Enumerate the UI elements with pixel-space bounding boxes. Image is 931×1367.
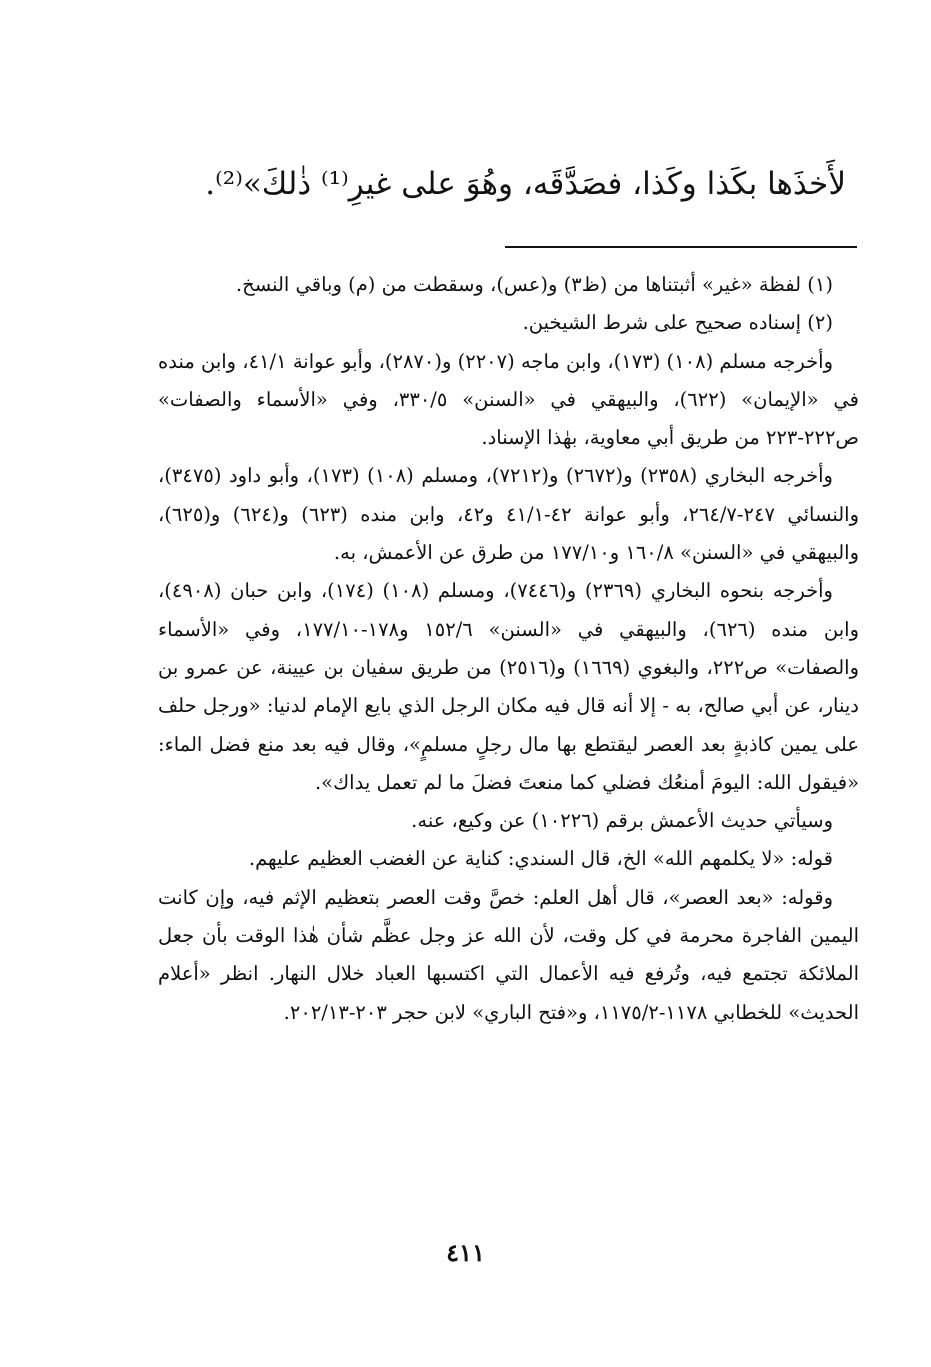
footnote-paragraph: وأخرجه مسلم (١٠٨) (١٧٣)، وابن ماجه (٢٢٠٧) و(٢٨٧٠)، وأبو عوانة ٤١/١، وابن منده في «الإيمان» (٦٢٢)، والبيهقي في «السنن» ٣٣٠/٥، وفي «الأسماء والصفات» ص٢٢٢-٢٢٣ من طريق أبي معاوية، بهٰذا الإسناد.	[158, 349, 860, 450]
footnotes	[158, 266, 859, 1032]
page-number: ٤١١	[446, 1238, 485, 1267]
footnote-2: (٢) إسناده صحيح على شرط الشيخين.	[522, 311, 833, 335]
footnote-1: (١) لفظة «غير» أثبتناها من (ظ٣) و(عس)، وسقطت من (م) وباقي النسخ.	[235, 273, 833, 296]
footnote-separator	[505, 246, 857, 248]
footnote-paragraph: وقوله: «بعد العصر»، قال أهل العلم: خصَّ وقت العصر بتعظيم الإثم فيه، وإن كانت اليمين الفاجرة محرمة في كل وقت، لأن الله عز وجل عظَّم شأن هٰذا الوقت بأن جعل الملائكة تجتمع فيه، وتُرفع فيه الأعمال التي اكتسبها العباد خلال النهار. انظر «أعلام الحديث» للخطابي ١١٧٨-١١٧٥/٢، و«فتح الباري» لابن حجر ٢٠٣-٢٠٢/١٣.	[158, 885, 859, 1024]
footnote-paragraph: قوله: «لا يكلمهم الله» الخ، قال السندي: كناية عن الغضب العظيم عليهم.	[248, 847, 833, 871]
footnote-paragraph: وسيأتي حديث الأعمش برقم (١٠٢٢٦) عن وكيع، عنه.	[411, 809, 833, 833]
footnote-paragraph: وأخرجه بنحوه البخاري (٢٣٦٩) و(٧٤٤٦)، ومسلم (١٠٨) (١٧٤)، وابن حبان (٤٩٠٨)، وابن منده (٦٢٦)، والبيهقي في «السنن» ١٥٢/٦ و١٧٨-١٧٧/١٠، وفي «الأسماء والصفات» ص٢٢٢، والبغوي (١٦٦٩) و(٢٥١٦) من طريق سفيان بن عيينة، عن عمرو بن دينار، عن أبي صالح، به - إلا أنه قال فيه مكان الرجل الذي بايع الإمام لدنيا: «ورجل حلف على يمين كاذبةٍ بعد العصر ليقتطع بها مال رجلٍ مسلمٍ»، وقال فيه بعد منع فضل الماء: «فيقول الله: اليومَ أمنعُك فضلي كما منعتَ فضلَ ما لم تعمل يداك».	[158, 579, 859, 794]
main-text: لأَخذَها بكَذا وكَذا، فصَدَّقَه، وهُوَ على غيرِ⁽¹⁾ ذٰلكَ»⁽²⁾.	[205, 166, 846, 202]
footnote-paragraph: وأخرجه البخاري (٢٣٥٨) و(٢٦٧٢) و(٧٢١٢)، ومسلم (١٠٨) (١٧٣)، وأبو داود (٣٤٧٥)، والنسائي ٢٤٧-٢٦٤/٧، وأبو عوانة ٤٢-٤١/١ و٤٢، وابن منده (٦٢٣) و(٦٢٤) و(٦٢٥)، والبيهقي في «السنن» ١٦٠/٨ و١٧٧/١٠ من طرق عن الأعمش، به.	[158, 464, 859, 565]
